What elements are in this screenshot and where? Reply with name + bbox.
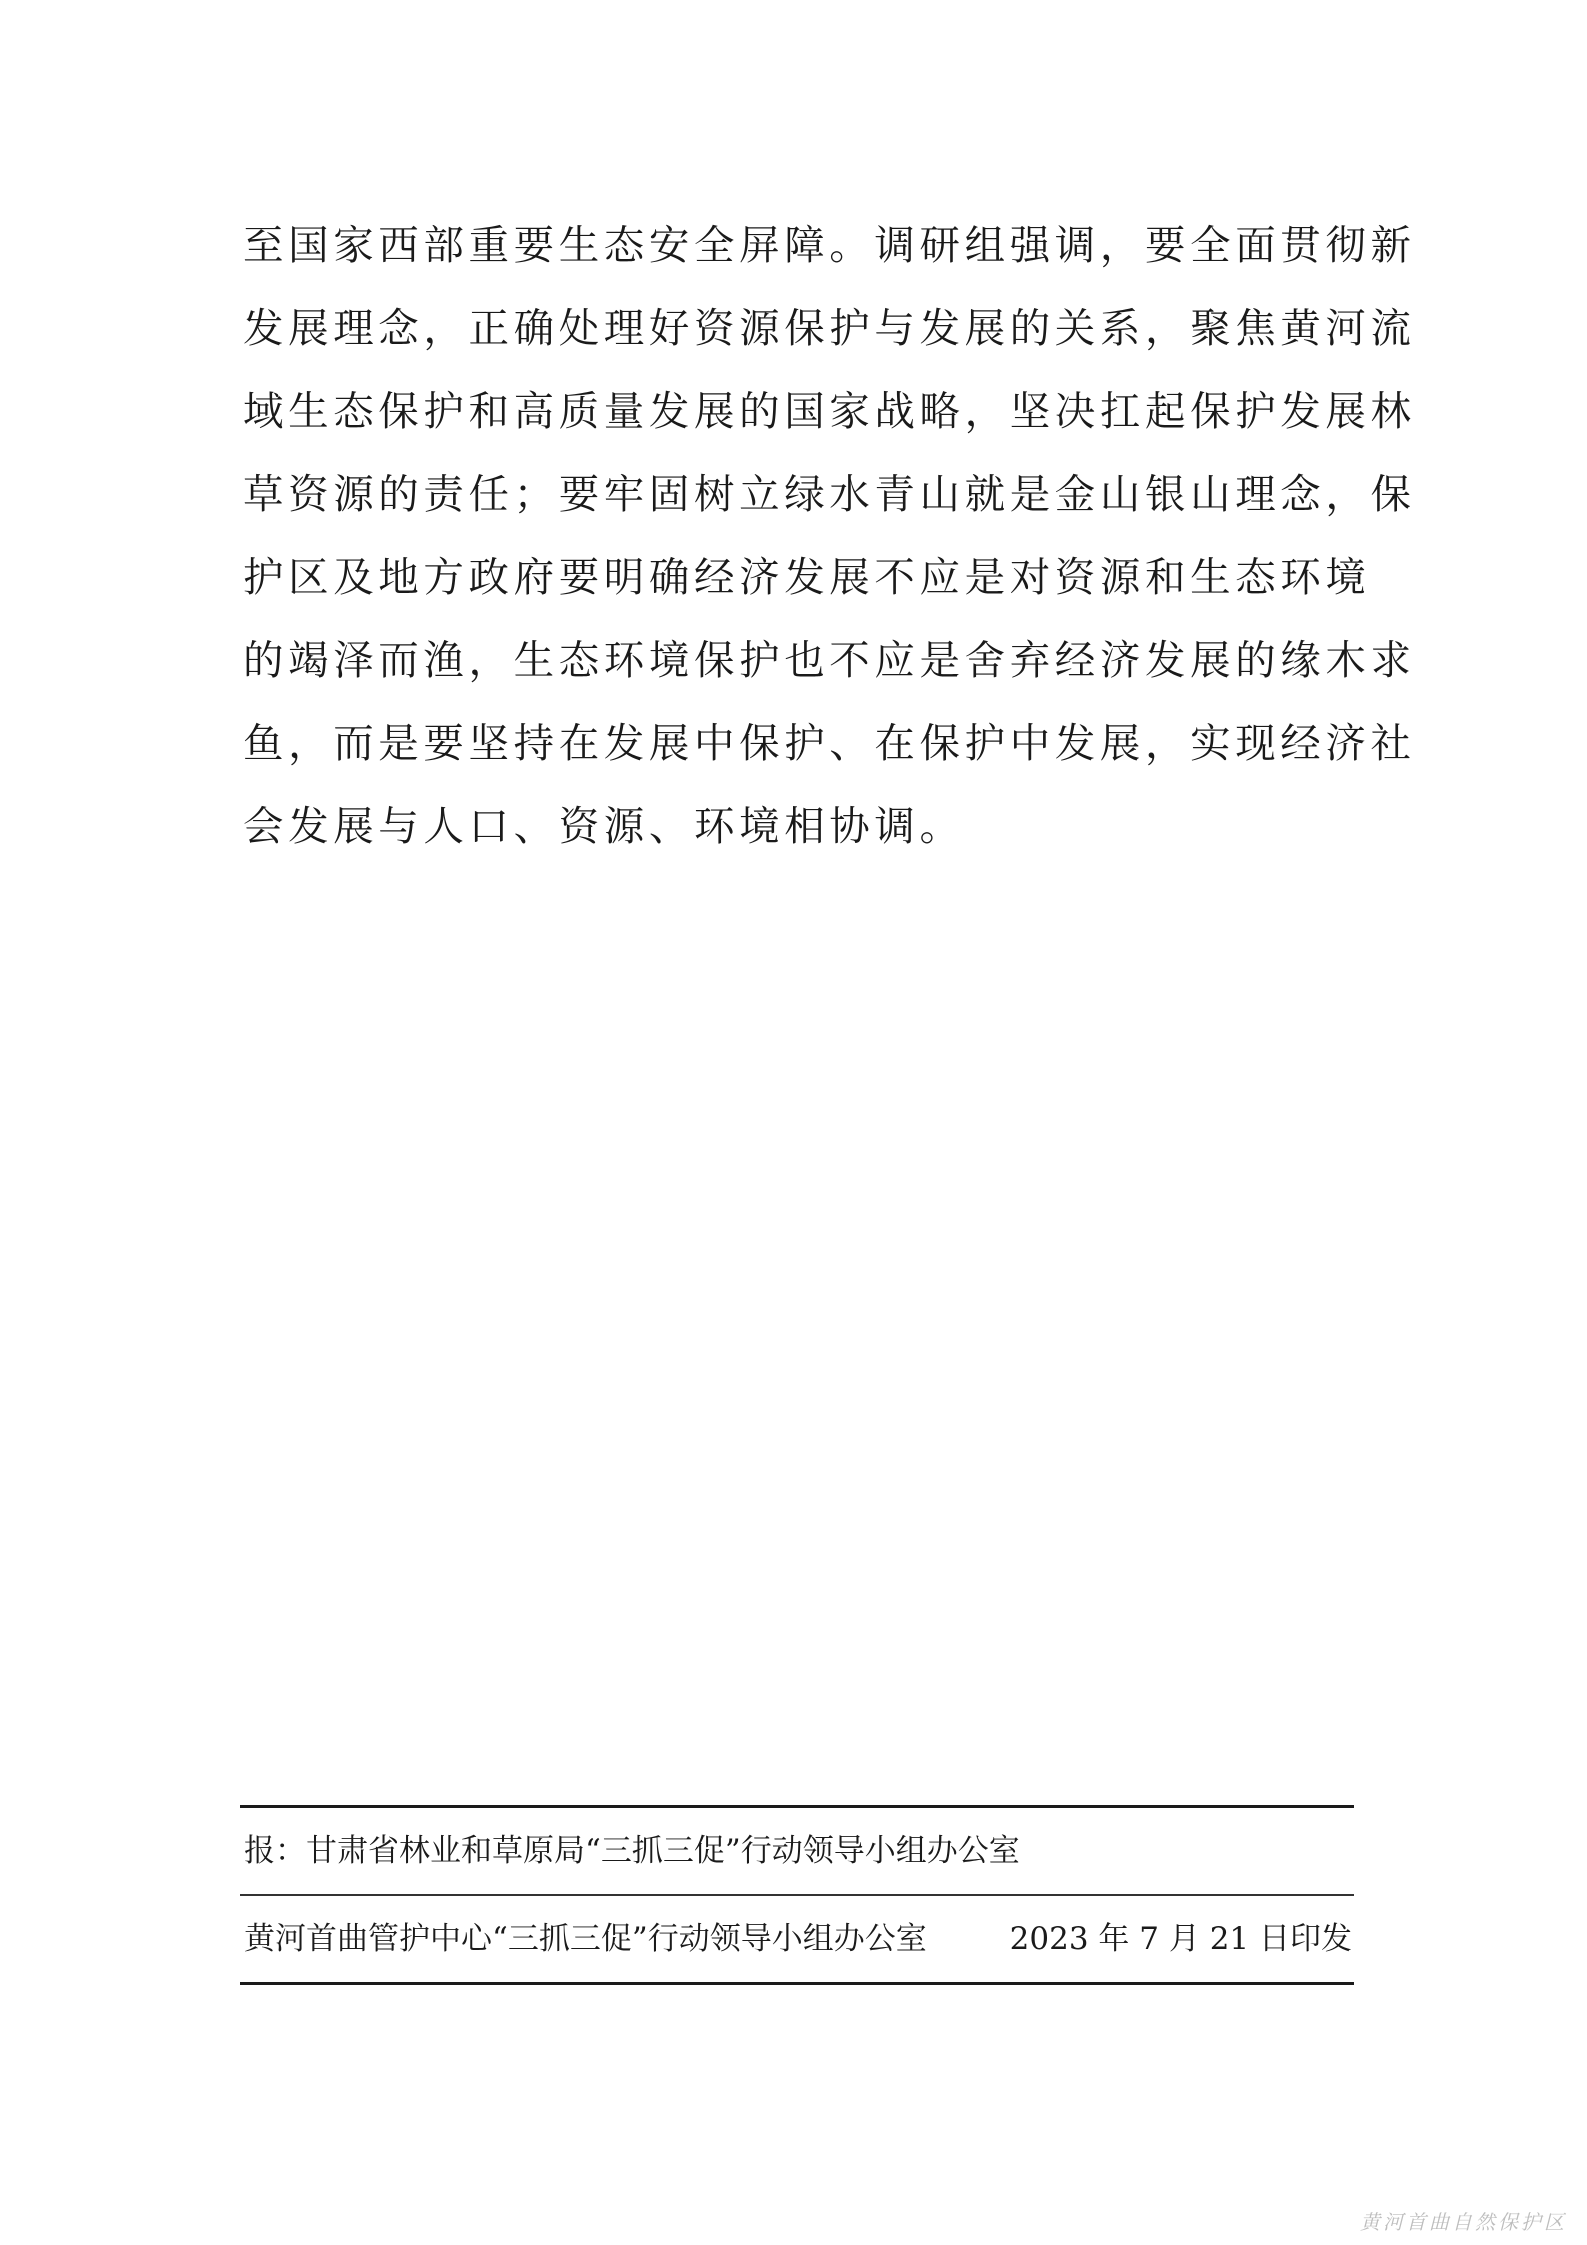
issue-date-text: 2023 年 7 月 21 日印发: [1009, 1920, 1352, 1957]
body-line-2: 发展理念，正确处理好资源保护与发展的关系，聚焦黄河流: [243, 304, 1416, 352]
body-line-1: 至国家西部重要生态安全屏障。调研组强调，要全面贯彻新: [243, 221, 1416, 269]
body-line-3: 域生态保护和高质量发展的国家战略，坚决扛起保护发展林: [243, 387, 1416, 435]
body-paragraph: [243, 205, 1416, 869]
report-to-text: 报：甘肃省林业和草原局“三抓三促”行动领导小组办公室: [244, 1833, 1020, 1869]
body-line-8: 会发展与人口、资源、环境相协调。: [243, 802, 965, 850]
body-line-5: 护区及地方政府要明确经济发展不应是对资源和生态环境: [243, 553, 1371, 601]
report-to-row: [240, 1808, 1354, 1894]
document-footer: [240, 1805, 1354, 1985]
body-line-6: 的竭泽而渔，生态环境保护也不应是舍弃经济发展的缘木求: [243, 636, 1416, 684]
body-line-4: 草资源的责任；要牢固树立绿水青山就是金山银山理念，保: [243, 470, 1416, 518]
issuer-text: 黄河首曲管护中心“三抓三促”行动领导小组办公室: [244, 1920, 927, 1957]
body-line-7: 鱼，而是要坚持在发展中保护、在保护中发展，实现经济社: [243, 719, 1416, 767]
issuer-row: [240, 1896, 1354, 1982]
footer-bottom-rule: [240, 1982, 1354, 1985]
watermark-text: 黄河首曲自然保护区: [1360, 2210, 1567, 2234]
